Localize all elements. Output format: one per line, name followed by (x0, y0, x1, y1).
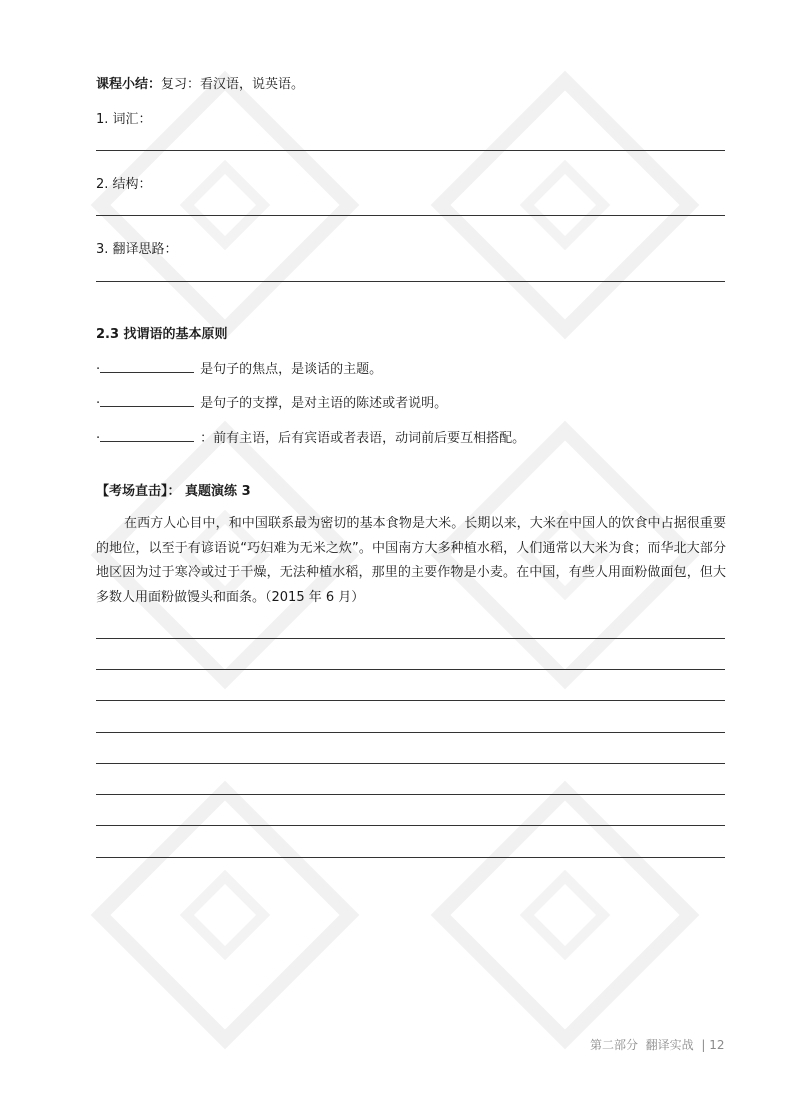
principle-text: 是句子的支撑，是对主语的陈述或者说明。 (200, 396, 448, 411)
fill-in-blank[interactable] (100, 360, 194, 373)
fill-in-blank[interactable] (100, 394, 194, 407)
fill-in-blank[interactable] (100, 429, 194, 442)
footer-chapter: 翻译实战 (645, 1038, 694, 1052)
translation-line[interactable] (96, 825, 725, 826)
principles-heading: 2.3 找谓语的基本原则 (96, 327, 228, 342)
watermark-logo (91, 781, 360, 1050)
summary-title: 课程小结： (96, 77, 162, 92)
principle-text: 是句子的焦点，是谈话的主题。 (200, 362, 383, 377)
translation-line[interactable] (96, 794, 725, 795)
principle-row (96, 392, 447, 411)
translation-line[interactable] (96, 669, 725, 670)
exam-passage: 在西方人心目中，和中国联系最为密切的基本食物是大米。长期以来，大米在中国人的饮食中占据很重要的地位，以至于有谚语说“巧妇难为无米之炊”。中国南方大多种植水稻，人们通常以大米为食；而华北大部分地区因为过于寒冷或过于干燥，无法种植水稻，那里的主要作物是小麦。在中国，有些人用面粉做面包，但大多数人用面粉做馒头和面条。（2015 年 6 月） (96, 516, 726, 605)
principle-row (96, 358, 382, 377)
translation-line[interactable] (96, 638, 725, 639)
page-footer (590, 1036, 724, 1053)
principle-text: ：前有主语，后有宾语或者表语，动词前后要互相搭配。 (200, 431, 526, 446)
summary-line (96, 73, 304, 92)
translation-line[interactable] (96, 857, 725, 858)
exam-subheading: 真题演练 3 (185, 484, 251, 499)
exam-heading: 【考场直击】： (96, 484, 181, 499)
footer-separator: | (701, 1038, 706, 1052)
translation-line[interactable] (96, 700, 725, 701)
summary-item-structure: 2. 结构： (96, 177, 152, 192)
summary-item-vocabulary: 1. 词汇： (96, 112, 152, 127)
bullet: · (96, 431, 101, 446)
answer-line[interactable] (96, 215, 725, 216)
exam-heading-line (96, 480, 251, 499)
watermark-logo (431, 781, 700, 1050)
page-number: 12 (709, 1038, 725, 1052)
summary-item-approach: 3. 翻译思路： (96, 242, 178, 257)
footer-section: 第二部分 (590, 1038, 639, 1052)
answer-line[interactable] (96, 150, 725, 151)
answer-line[interactable] (96, 281, 725, 282)
translation-line[interactable] (96, 763, 725, 764)
bullet: · (96, 362, 101, 377)
summary-text: 复习：看汉语，说英语。 (161, 77, 305, 92)
bullet: · (96, 396, 101, 411)
translation-line[interactable] (96, 732, 725, 733)
principle-row (96, 427, 525, 446)
watermark-logo (431, 71, 700, 340)
